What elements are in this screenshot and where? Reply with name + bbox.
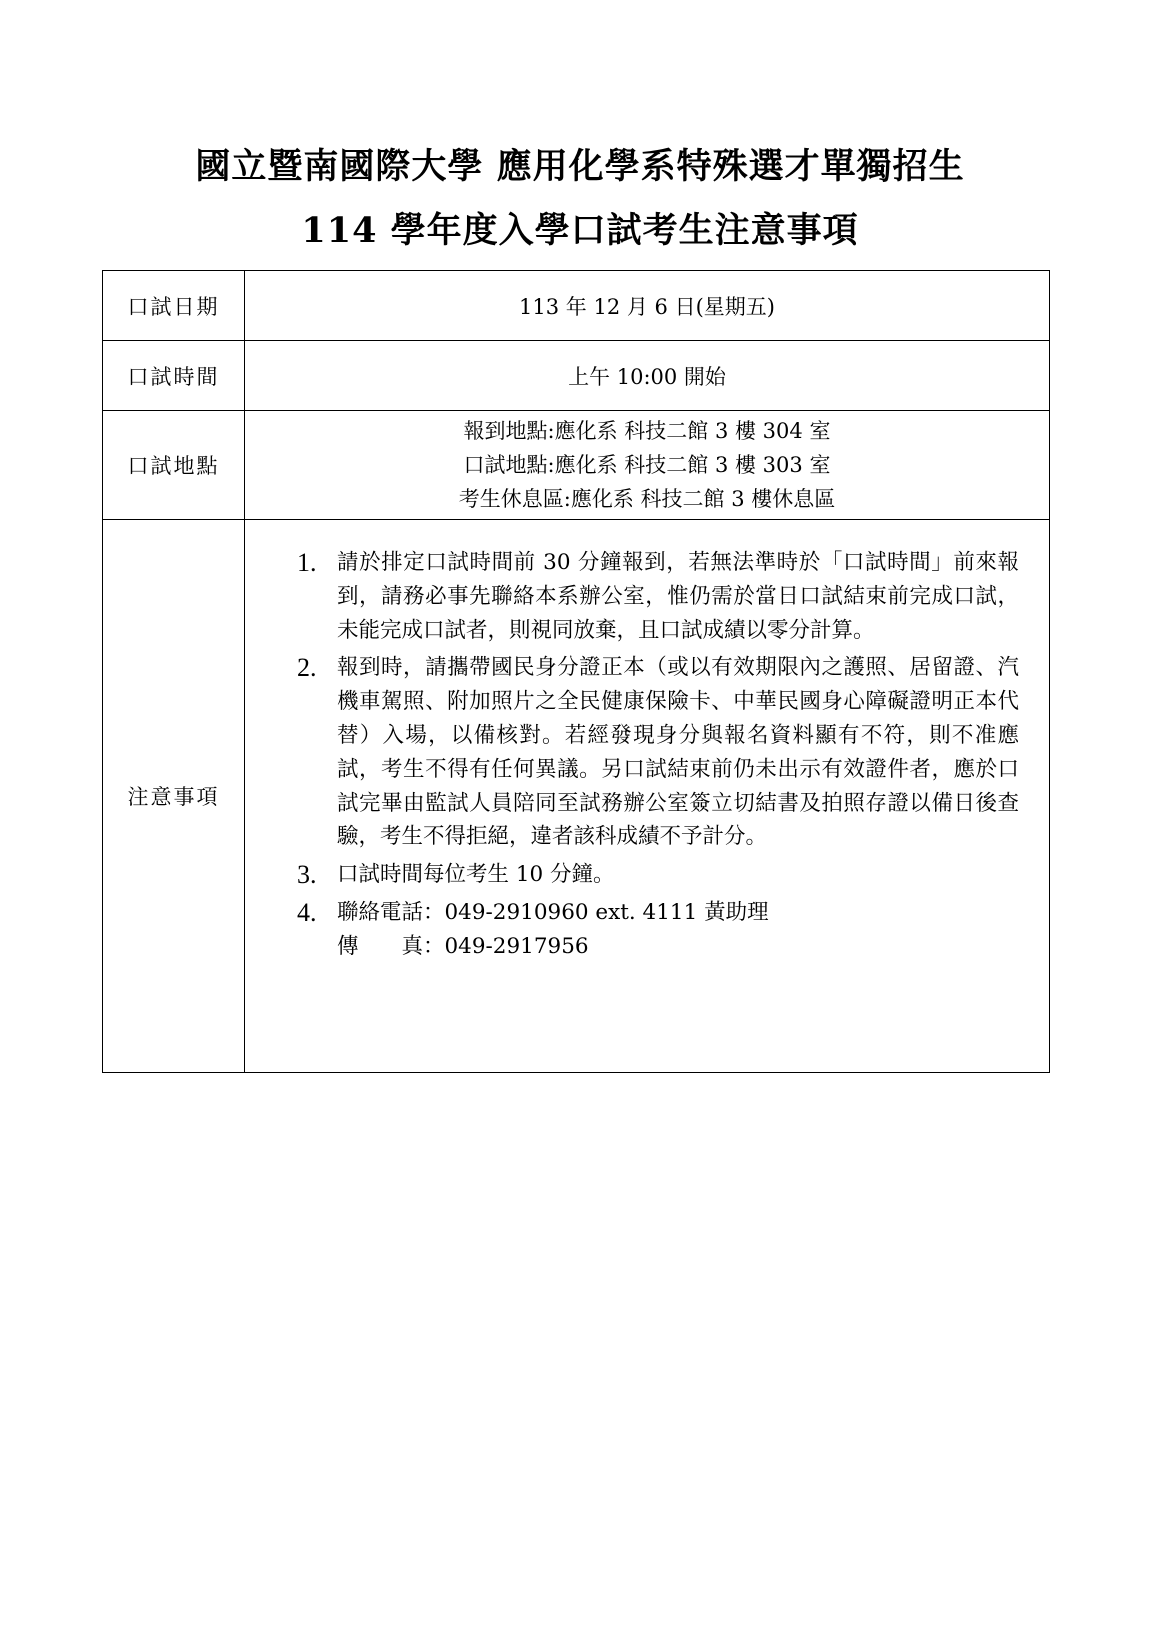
date-label: 口試日期: [103, 271, 245, 341]
note-number: 3.: [297, 860, 317, 890]
note-number: 2.: [297, 653, 317, 683]
note-item: [297, 651, 1019, 854]
document-title: 國立暨南國際大學 應用化學系特殊選才單獨招生: [195, 146, 965, 187]
note-item: [297, 546, 1019, 647]
time-value: 上午 10:00 開始: [245, 341, 1050, 411]
notes-label: 注意事項: [103, 520, 245, 1073]
row-date: [103, 271, 1050, 341]
note-number: 1.: [297, 548, 317, 577]
note-number: 4.: [297, 897, 317, 927]
note-item: [297, 858, 1019, 892]
place-label: 口試地點: [103, 411, 245, 520]
notes-value: [245, 520, 1050, 1073]
notes-list: [245, 520, 1049, 990]
notice-table: [102, 270, 1050, 1073]
place-line-checkin: 報到地點:應化系 科技二館 3 樓 304 室: [463, 419, 831, 443]
contact-phone: 聯絡電話：049-2910960 ext. 4111 黃助理: [337, 899, 769, 925]
document-subtitle: 114 學年度入學口試考生注意事項: [301, 210, 859, 251]
note-text: 口試時間每位考生 10 分鐘。: [337, 862, 615, 888]
date-value: 113 年 12 月 6 日(星期五): [245, 271, 1050, 341]
note-text: 請於排定口試時間前 30 分鐘報到，若無法準時於「口試時間」前來報到，請務必事先聯絡本系辦公室，惟仍需於當日口試結束前完成口試，未能完成口試者，則視同放棄，且口試成績以零分計算。: [337, 550, 1019, 643]
contact-fax: 傳 真：049-2917956: [337, 933, 589, 959]
note-text: 報到時，請攜帶國民身分證正本（或以有效期限內之護照、居留證、汽機車駕照、附加照片之全民健康保險卡、中華民國身心障礙證明正本代替）入場，以備核對。若經發現身分與報名資料顯有不符，則不准應試，考生不得有任何異議。另口試結束前仍未出示有效證件者，應於口試完畢由監試人員陪同至試務辦公室簽立切結書及拍照存證以備日後查驗，考生不得拒絕，違者該科成績不予計分。: [337, 655, 1019, 850]
place-value: [245, 411, 1050, 520]
time-label: 口試時間: [103, 341, 245, 411]
place-line-rest-area: 考生休息區:應化系 科技二館 3 樓休息區: [458, 487, 836, 511]
note-item-contact: [297, 896, 1019, 964]
row-time: [103, 341, 1050, 411]
place-line-exam-room: 口試地點:應化系 科技二館 3 樓 303 室: [463, 453, 831, 477]
row-notes: [103, 520, 1050, 1073]
row-place: [103, 411, 1050, 520]
